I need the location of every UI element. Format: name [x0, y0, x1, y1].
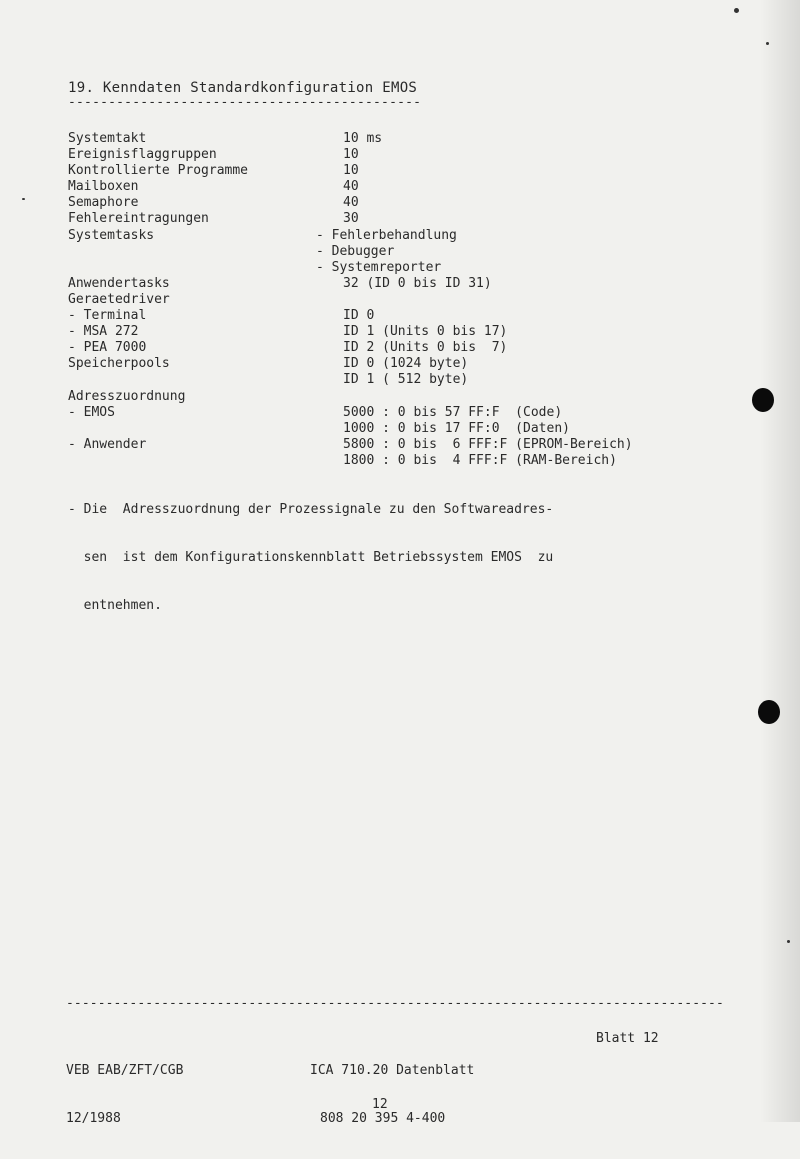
config-row [0, 147, 800, 163]
scan-speck [766, 42, 769, 45]
footer-sheet: Blatt 12 [596, 1031, 659, 1046]
config-label: Systemtakt [68, 131, 147, 146]
config-label: - Terminal [68, 308, 147, 324]
config-row [0, 228, 800, 244]
punch-hole-bottom [758, 700, 780, 724]
config-row [0, 179, 800, 195]
config-label: Fehlereintragungen [68, 211, 209, 227]
config-value: - Debugger [316, 243, 395, 259]
config-row [0, 437, 800, 453]
config-value: ID 0 [343, 308, 375, 324]
config-value: 1800 : 0 bis 4 FFF:F (RAM-Bereich) [343, 452, 617, 468]
config-value: 40 [343, 195, 359, 211]
config-row [0, 276, 800, 292]
config-label: Mailboxen [68, 179, 139, 195]
scan-speck [734, 8, 739, 13]
config-value: 5000 : 0 bis 57 FF:F (Code) [343, 404, 563, 420]
config-label: Speicherpools [68, 356, 170, 372]
config-value: 1000 : 0 bis 17 FF:0 (Daten) [343, 420, 570, 436]
config-label: Kontrollierte Programme [68, 163, 249, 179]
config-value: ID 2 (Units 0 bis 7) [343, 340, 508, 356]
footer-org: VEB EAB/ZFT/CGB [66, 1063, 184, 1078]
config-value: - Systemreporter [316, 259, 442, 275]
config-row [0, 405, 800, 421]
config-value: 5800 : 0 bis 6 FFF:F (EPROM-Bereich) [343, 436, 633, 452]
config-row [0, 372, 800, 388]
address-note [68, 470, 553, 646]
section-title: 19. Kenndaten Standardkonfiguration EMOS [68, 80, 418, 96]
config-label: - MSA 272 [68, 324, 139, 340]
config-label: Adresszuordnung [68, 388, 186, 404]
config-row [0, 163, 800, 179]
footer-doc-number: 808 20 395 4-400 [320, 1111, 446, 1126]
config-label: - EMOS [68, 404, 115, 420]
config-value: 40 [343, 179, 359, 195]
page-number: 12 [372, 1097, 388, 1112]
scan-speck [787, 940, 790, 943]
config-row [0, 324, 800, 340]
config-row [0, 195, 800, 211]
config-row [0, 244, 800, 260]
config-value: 30 [343, 211, 359, 227]
config-row [0, 389, 800, 405]
config-row [0, 260, 800, 276]
config-label: Anwendertasks [68, 275, 170, 291]
config-value: ID 1 (Units 0 bis 17) [343, 324, 508, 340]
config-label: Semaphore [68, 195, 139, 211]
punch-hole-top [752, 388, 774, 412]
config-row [0, 340, 800, 356]
config-value: ID 1 ( 512 byte) [343, 372, 469, 388]
config-label: Ereignisflaggruppen [68, 147, 217, 163]
note-line: entnehmen. [68, 598, 162, 613]
config-row [0, 356, 800, 372]
config-row [0, 211, 800, 227]
config-value: ID 0 (1024 byte) [343, 356, 469, 372]
footer-divider: ----------------------------------------------------------------------------------- [66, 996, 724, 1011]
title-underline: -------------------------------------------- [68, 95, 422, 110]
config-label: - PEA 7000 [68, 340, 147, 356]
scan-speck [22, 198, 25, 200]
config-row [0, 453, 800, 469]
config-row [0, 308, 800, 324]
config-row [0, 421, 800, 437]
footer-left [66, 1031, 183, 1159]
config-value: 10 [343, 147, 359, 163]
config-label: - Anwender [68, 436, 147, 452]
config-value: - Fehlerbehandlung [316, 227, 457, 243]
note-line: sen ist dem Konfigurationskennblatt Betriebssystem EMOS zu [68, 550, 554, 565]
config-label: Geraetedriver [68, 291, 170, 307]
config-value: 32 (ID 0 bis ID 31) [343, 275, 492, 291]
footer-date: 12/1988 [66, 1111, 121, 1126]
config-label: Systemtasks [68, 227, 155, 243]
config-table [0, 131, 800, 469]
config-row [0, 131, 800, 147]
config-value: 10 ms [343, 131, 383, 146]
footer-doc-title: ICA 710.20 Datenblatt [310, 1063, 475, 1078]
note-line: - Die Adresszuordnung der Prozessignale zu den Softwareadres- [68, 502, 554, 517]
config-value: 10 [343, 163, 359, 179]
config-row [0, 292, 800, 308]
footer-center [310, 1031, 474, 1159]
